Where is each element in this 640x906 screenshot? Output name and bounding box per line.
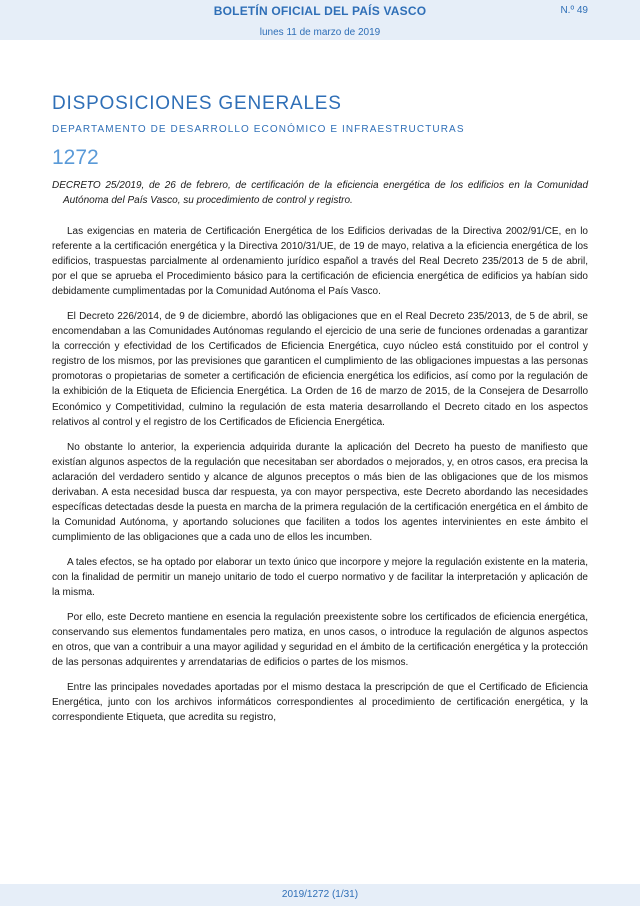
body-paragraph: Por ello, este Decreto mantiene en esencia la regulación preexistente sobre los certificados de eficiencia energética, conservando sus elementos fundamentales pero matiza, en unos casos, o introduce la regulación de algunos aspectos en otros, que van a contribuir a una mayor agilidad y seguridad en el ámbito de la certificación energética y la protección de las personas adquirentes y arrendatarias de edificios o partes de los mismos. bbox=[52, 612, 588, 669]
section-title: DISPOSICIONES GENERALES bbox=[52, 93, 342, 114]
body-paragraph: Entre las principales novedades aportadas por el mismo destaca la prescripción de que el Certificado de Eficiencia Energética, junto con los archivos informáticos correspondientes al procedimiento de certificación energética, y la correspondiente Etiqueta, que acredita su registro, bbox=[52, 682, 588, 724]
department-name: DEPARTAMENTO DE DESARROLLO ECONÓMICO E INFRAESTRUCTURAS bbox=[52, 124, 465, 135]
body-paragraph: El Decreto 226/2014, de 9 de diciembre, abordó las obligaciones que en el Real Decreto 235/2013, de 5 de abril, se encomendaban a las Comunidades Autónomas regulando el ejercicio de una serie de funciones ordenadas a garantizar la corrección y efectividad de los Certificados de Eficiencia Energética, cuyo núcleo está constituido por el control y registro de los mismos, por las previsiones que garanticen el cumplimiento de las obligaciones impuestas a las personas promotoras o propietarias de someter a certificación de eficiencia energética los edificios, así como por la regulación de la exhibición de la Etiqueta de Eficiencia Energética. La Orden de 16 de marzo de 2015, de la Consejera de Desarrollo Económico y Competitividad, culmino la regulación de esta materia desarrollando el Decreto citado en los aspectos relativos al control y el registro de los Certificados de Eficiencia Energética. bbox=[52, 311, 588, 428]
document-number: 1272 bbox=[52, 146, 99, 169]
body-paragraph: A tales efectos, se ha optado por elaborar un texto único que incorpore y mejore la regulación existente en la materia, con la finalidad de permitir un manejo unitario de todo el cuerpo normativo y de facilitar la interpretación y aplicación de la misma. bbox=[52, 556, 588, 599]
decree-title: DECRETO 25/2019, de 26 de febrero, de certificación de la eficiencia energética de los edificios en la Comunidad Autónoma del País Vasco, su procedimiento de control y registro. bbox=[52, 180, 588, 206]
document-body bbox=[52, 224, 588, 735]
body-paragraph: Las exigencias en materia de Certificación Energética de los Edificios derivadas de la Directiva 2002/91/CE, en lo referente a la certificación energética y la Directiva 2010/31/UE, de 19 de mayo, relativa a la eficiencia energética de los edificios, traspuestas parcialmente al ordenamiento jurídico español a través del Real Decreto 235/2013 de 5 de abril, por el que se aprueba el Procedimiento básico para la certificación de eficiencia energética de edificios ya habían sido debidamente cumplimentadas por la Comunidad Autónoma el País Vasco. bbox=[52, 226, 588, 298]
bulletin-title: BOLETÍN OFICIAL DEL PAÍS VASCO bbox=[213, 4, 427, 18]
body-paragraph: No obstante lo anterior, la experiencia adquirida durante la aplicación del Decreto ha puesto de manifiesto que existían algunos aspectos de la regulación que necesitaban ser abordados o mejorados, y, en otros casos, era precisa la aclaración del verdadero sentido y alcance de algunos preceptos o más bien de las obligaciones que de los mismos derivaban. A esta necesidad busca dar respuesta, ya con mayor perspectiva, este Decreto abordando las necesidades específicas detectadas desde la puesta en marcha de la primera regulación de la certificación energética en el ámbito de la Comunidad Autónoma, y aportando soluciones que faciliten a todos los agentes intervinientes en este ámbito el cumplimiento de las obligaciones que a cada uno de ellos les incumben. bbox=[52, 441, 588, 543]
issue-number: N.º 49 bbox=[560, 5, 588, 16]
page-header bbox=[0, 0, 640, 40]
issue-date: lunes 11 de marzo de 2019 bbox=[259, 27, 381, 38]
page-reference: 2019/1272 (1/31) bbox=[281, 889, 359, 900]
page-footer bbox=[0, 884, 640, 906]
